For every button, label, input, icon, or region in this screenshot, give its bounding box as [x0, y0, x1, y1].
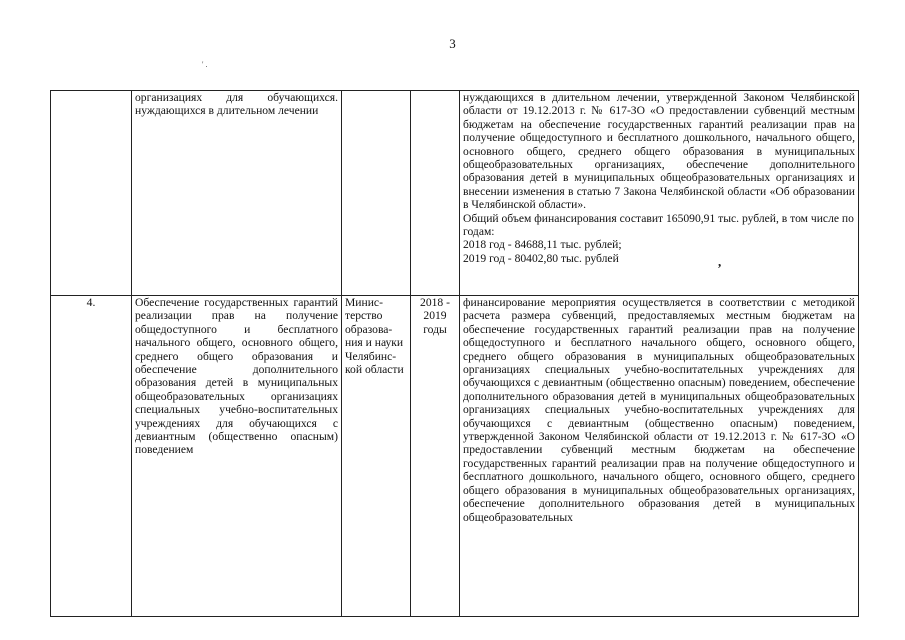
funding-year-2018: 2018 год - 84688,11 тыс. рублей; [463, 238, 622, 252]
row-number-cell: 4. [51, 296, 132, 617]
executor-cell [342, 91, 411, 296]
measure-name-cell: Обеспечение государственных гарантий реализации прав на получение общедоступного и бесплатного начального общего, основного общего, среднего общего образования и обеспечение дополнительного образования детей в муниципальных общеобразовательных организациях специальных учебно-воспитательных учреждениях для обучающихся с девиантным (общественно опасным) поведением [132, 296, 342, 617]
executor-cell: Минис-терство образова-ния и науки Челябинс-кой области [342, 296, 411, 617]
row-number-cell [51, 91, 132, 296]
measure-name-cell: организациях для обучающихся. нуждающихся в длительном лечении [132, 91, 342, 296]
scan-speck: ' . [202, 60, 208, 69]
scan-mark: , [718, 254, 722, 269]
funding-year-2019: 2019 год - 80402,80 тыс. рублей [463, 251, 619, 265]
description-text: нуждающихся в длительном лечении, утвержденной Законом Челябинской области от 19.12.2013 г. № 617-ЗО «О предоставлении субвенций местным бюджетам на обеспечение государственных гарантий реализации прав на получение общедоступного и бесплатного дошкольного, начального общего, основного общего, среднего общего образования в муниципальных общеобразовательных организациях, обеспечение дополнительного образования детей в муниципальных общеобразовательных организациях и внесении изменения в статью 7 Закона Челябинской области «Об образовании в Челябинской области». [463, 91, 855, 212]
page-number: 3 [449, 36, 456, 51]
table-row [51, 296, 859, 617]
description-cell: финансирование мероприятия осуществляется в соответствии с методикой расчета размера субвенций, предоставляемых местным бюджетам на обеспечение государственных гарантий реализации прав на получение общедоступного и бесплатного начального общего, основного общего, среднего общего образования в муниципальных общеобразовательных организациях специальных учебно-воспитательных учреждениях для обучающихся с девиантным (общественно опасным) поведением, обеспечение дополнительного образования детей в муниципальных общеобразовательных организациях специальных учебно-воспитательных учреждениях для обучающихся с девиантным (общественно опасным) поведением, утвержденной Законом Челябинской области от 19.12.2013 г. № 617-ЗО «О предоставлении субвенций местным бюджетам на обеспечение государственных гарантий реализации прав на получение общедоступного и бесплатного дошкольного, начального общего, основного общего, среднего общего образования в муниципальных общеобразовательных организациях, обеспечение дополнительного образования детей в муниципальных общеобразовательных [460, 296, 859, 617]
table-row [51, 91, 859, 296]
funding-text: Общий объем финансирования составит 165090,91 тыс. рублей, в том числе по годам: [463, 211, 854, 239]
period-cell: 2018 - 2019 годы [411, 296, 460, 617]
description-cell [460, 91, 859, 296]
program-measures-table [50, 90, 859, 617]
period-cell [411, 91, 460, 296]
